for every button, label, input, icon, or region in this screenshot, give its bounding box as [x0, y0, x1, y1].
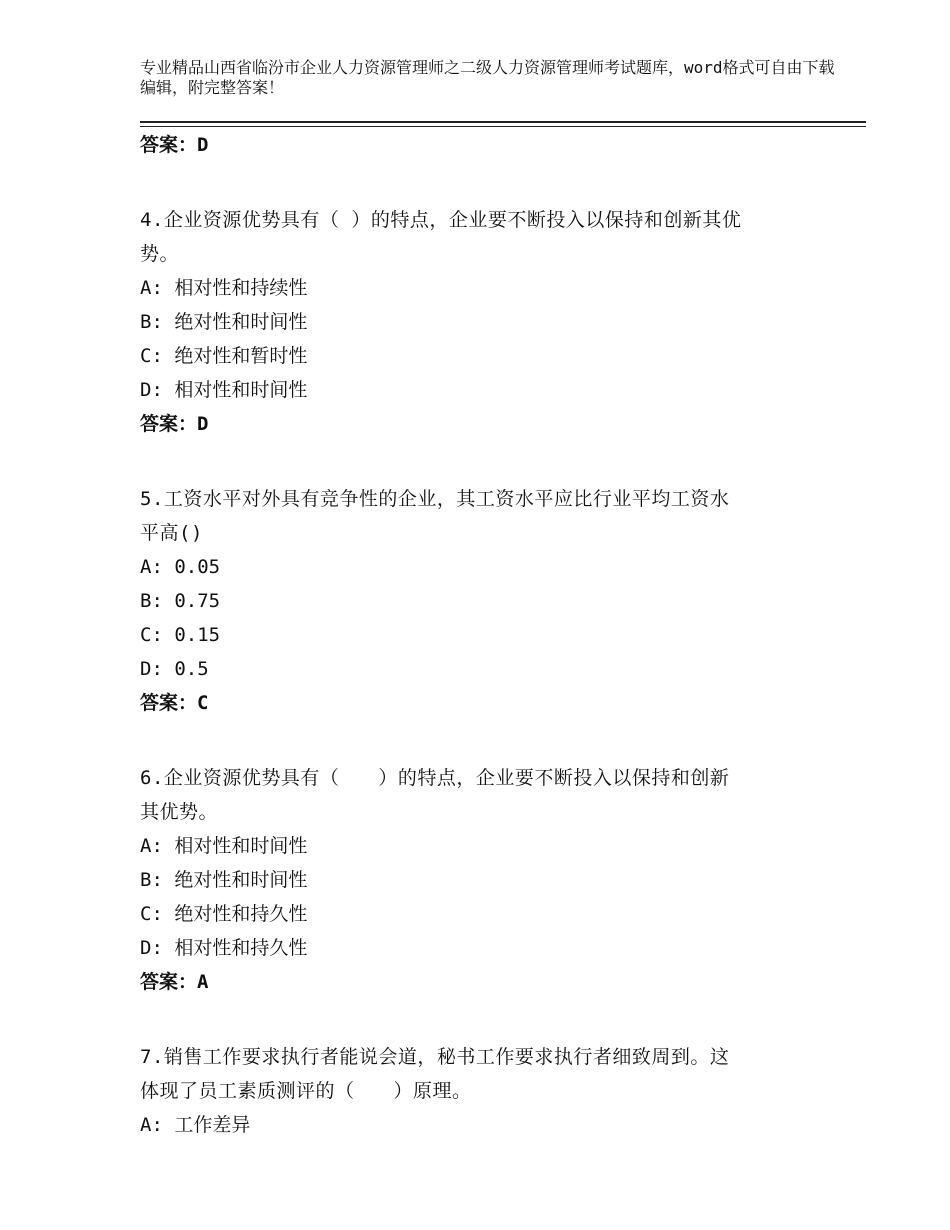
option-d: D: 相对性和持久性	[140, 937, 308, 959]
question-text: 6.企业资源优势具有（ ）的特点，企业要不断投入以保持和创新 其优势。	[140, 767, 730, 823]
question-text: 4.企业资源优势具有（ ）的特点，企业要不断投入以保持和创新其优 势。	[140, 209, 742, 265]
option-b: B: 绝对性和时间性	[140, 311, 308, 333]
header-divider-thin	[140, 126, 866, 127]
header-divider-thick	[140, 121, 866, 123]
option-c: C: 绝对性和暂时性	[140, 345, 308, 367]
option-b: B: 0.75	[140, 590, 221, 612]
question-6	[140, 758, 820, 995]
option-a: A: 工作差异	[140, 1114, 251, 1136]
answer-line: 答案：D	[140, 413, 209, 435]
option-c: C: 绝对性和持久性	[140, 903, 308, 925]
answer-line: 答案：C	[140, 692, 209, 714]
option-c: C: 0.15	[140, 624, 221, 646]
option-a: A: 0.05	[140, 556, 221, 578]
question-7	[140, 1037, 820, 1142]
answer-line: 答案：D	[140, 134, 209, 156]
question-text: 5.工资水平对外具有竞争性的企业，其工资水平应比行业平均工资水 平高()	[140, 488, 730, 544]
document-body	[140, 130, 820, 1142]
question-text: 7.销售工作要求执行者能说会道，秘书工作要求执行者细致周到。这 体现了员工素质测评的（ ）原理。	[140, 1046, 730, 1102]
option-b: B: 绝对性和时间性	[140, 869, 308, 891]
document-header: 专业精品山西省临汾市企业人力资源管理师之二级人力资源管理师考试题库，word格式可自由下载编辑，附完整答案！	[140, 58, 835, 97]
question-5	[140, 479, 820, 716]
option-a: A: 相对性和时间性	[140, 835, 308, 857]
option-d: D: 相对性和时间性	[140, 379, 308, 401]
question-4	[140, 200, 820, 437]
option-a: A: 相对性和持续性	[140, 277, 308, 299]
answer-line: 答案：A	[140, 971, 209, 993]
option-d: D: 0.5	[140, 658, 209, 680]
